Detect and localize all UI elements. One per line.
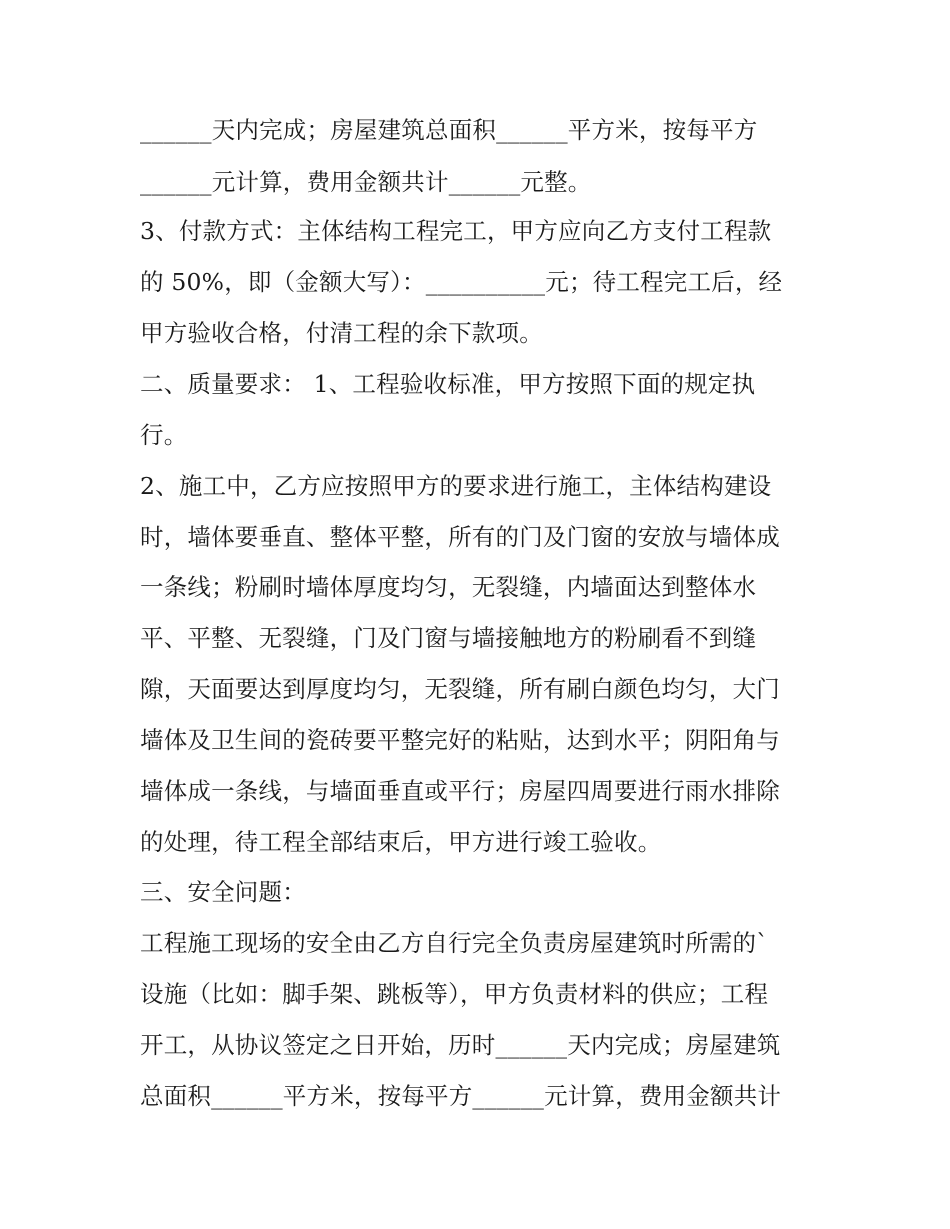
- text-line: 墙体成一条线，与墙面垂直或平行；房屋四周要进行雨水排除: [140, 777, 780, 805]
- text-line: 开工，从协议签定之日开始，历时______天内完成；房屋建筑: [140, 1031, 781, 1059]
- text-line: 墙体及卫生间的瓷砖要平整完好的粘贴，达到水平；阴阳角与: [140, 726, 780, 754]
- text-line: 3、付款方式：主体结构工程完工，甲方应向乙方支付工程款: [140, 217, 772, 245]
- text-line: 总面积______平方米，按每平方______元计算，费用金额共计: [140, 1082, 782, 1110]
- text-line: ______元计算，费用金额共计______元整。: [140, 168, 592, 196]
- text-line: 一条线；粉刷时墙体厚度均匀，无裂缝，内墙面达到整体水: [140, 573, 757, 601]
- text-line: 三、安全问题：: [140, 878, 306, 906]
- text-line: 时，墙体要垂直、整体平整，所有的门及门窗的安放与墙体成: [140, 523, 780, 551]
- text-line: 平、平整、无裂缝，门及门窗与墙接触地方的粉刷看不到缝: [140, 624, 757, 652]
- text-line: 隙，天面要达到厚度均匀，无裂缝，所有刷白颜色均匀，大门: [140, 675, 780, 703]
- text-line: 甲方验收合格，付清工程的余下款项。: [140, 319, 543, 347]
- text-line: 工程施工现场的安全由乙方自行完全负责房屋建筑时所需的`: [140, 929, 769, 957]
- text-line: ______天内完成；房屋建筑总面积______平方米，按每平方: [140, 116, 758, 144]
- text-line: 的处理，待工程全部结束后，甲方进行竣工验收。: [140, 828, 662, 856]
- text-line: 二、质量要求： 1、工程验收标准，甲方按照下面的规定执: [140, 370, 756, 398]
- text-line: 的 50%，即（金额大写）：__________元；待工程完工后，经: [140, 268, 783, 296]
- text-line: 2、施工中，乙方应按照甲方的要求进行施工，主体结构建设: [140, 472, 772, 500]
- text-line: 行。: [140, 421, 188, 449]
- text-line: 设施（比如：脚手架、跳板等），甲方负责材料的供应；工程: [140, 980, 769, 1008]
